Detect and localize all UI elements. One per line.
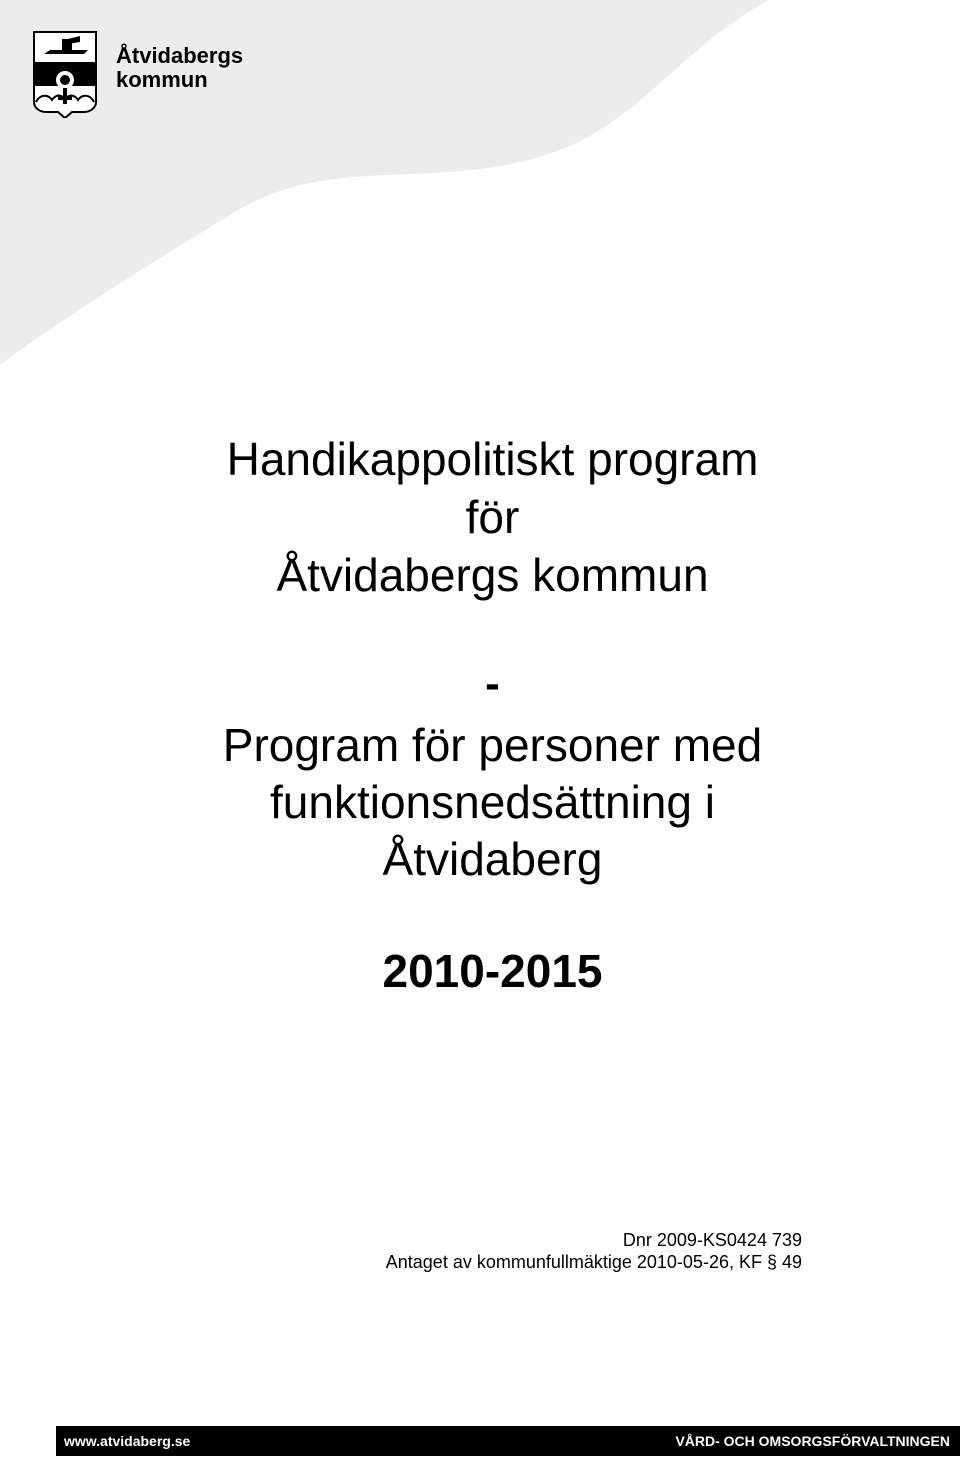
adoption-note: Antaget av kommunfullmäktige 2010-05-26, KF § 49 (385, 1252, 802, 1272)
registration-number: Dnr 2009-KS0424 739 (622, 1230, 802, 1250)
subtitle-line-2: funktionsnedsättning i (270, 776, 715, 828)
document-title (0, 430, 960, 604)
subtitle-line-3: Åtvidaberg (382, 833, 603, 885)
title-line-2: för (465, 491, 520, 543)
title-line-3: Åtvidabergs kommun (276, 549, 709, 601)
title-line-1: Handikappolitiskt program (226, 433, 759, 485)
footer-website-link[interactable]: www.atvidaberg.se (64, 1433, 191, 1449)
logo-name-line2: kommun (116, 67, 208, 92)
document-metadata (386, 1229, 802, 1273)
subtitle-line-1: Program för personer med (222, 719, 763, 771)
footer-bar (56, 1426, 960, 1456)
footer-department: VÅRD- OCH OMSORGSFÖRVALTNINGEN (675, 1433, 950, 1449)
logo-wordmark (116, 44, 243, 92)
municipality-logo (32, 30, 262, 125)
title-separator: - (485, 659, 500, 708)
logo-name-line1: Åtvidabergs (116, 43, 244, 68)
program-period: 2010-2015 (382, 945, 603, 997)
coat-of-arms-icon (32, 30, 98, 118)
document-subtitle (0, 717, 960, 888)
